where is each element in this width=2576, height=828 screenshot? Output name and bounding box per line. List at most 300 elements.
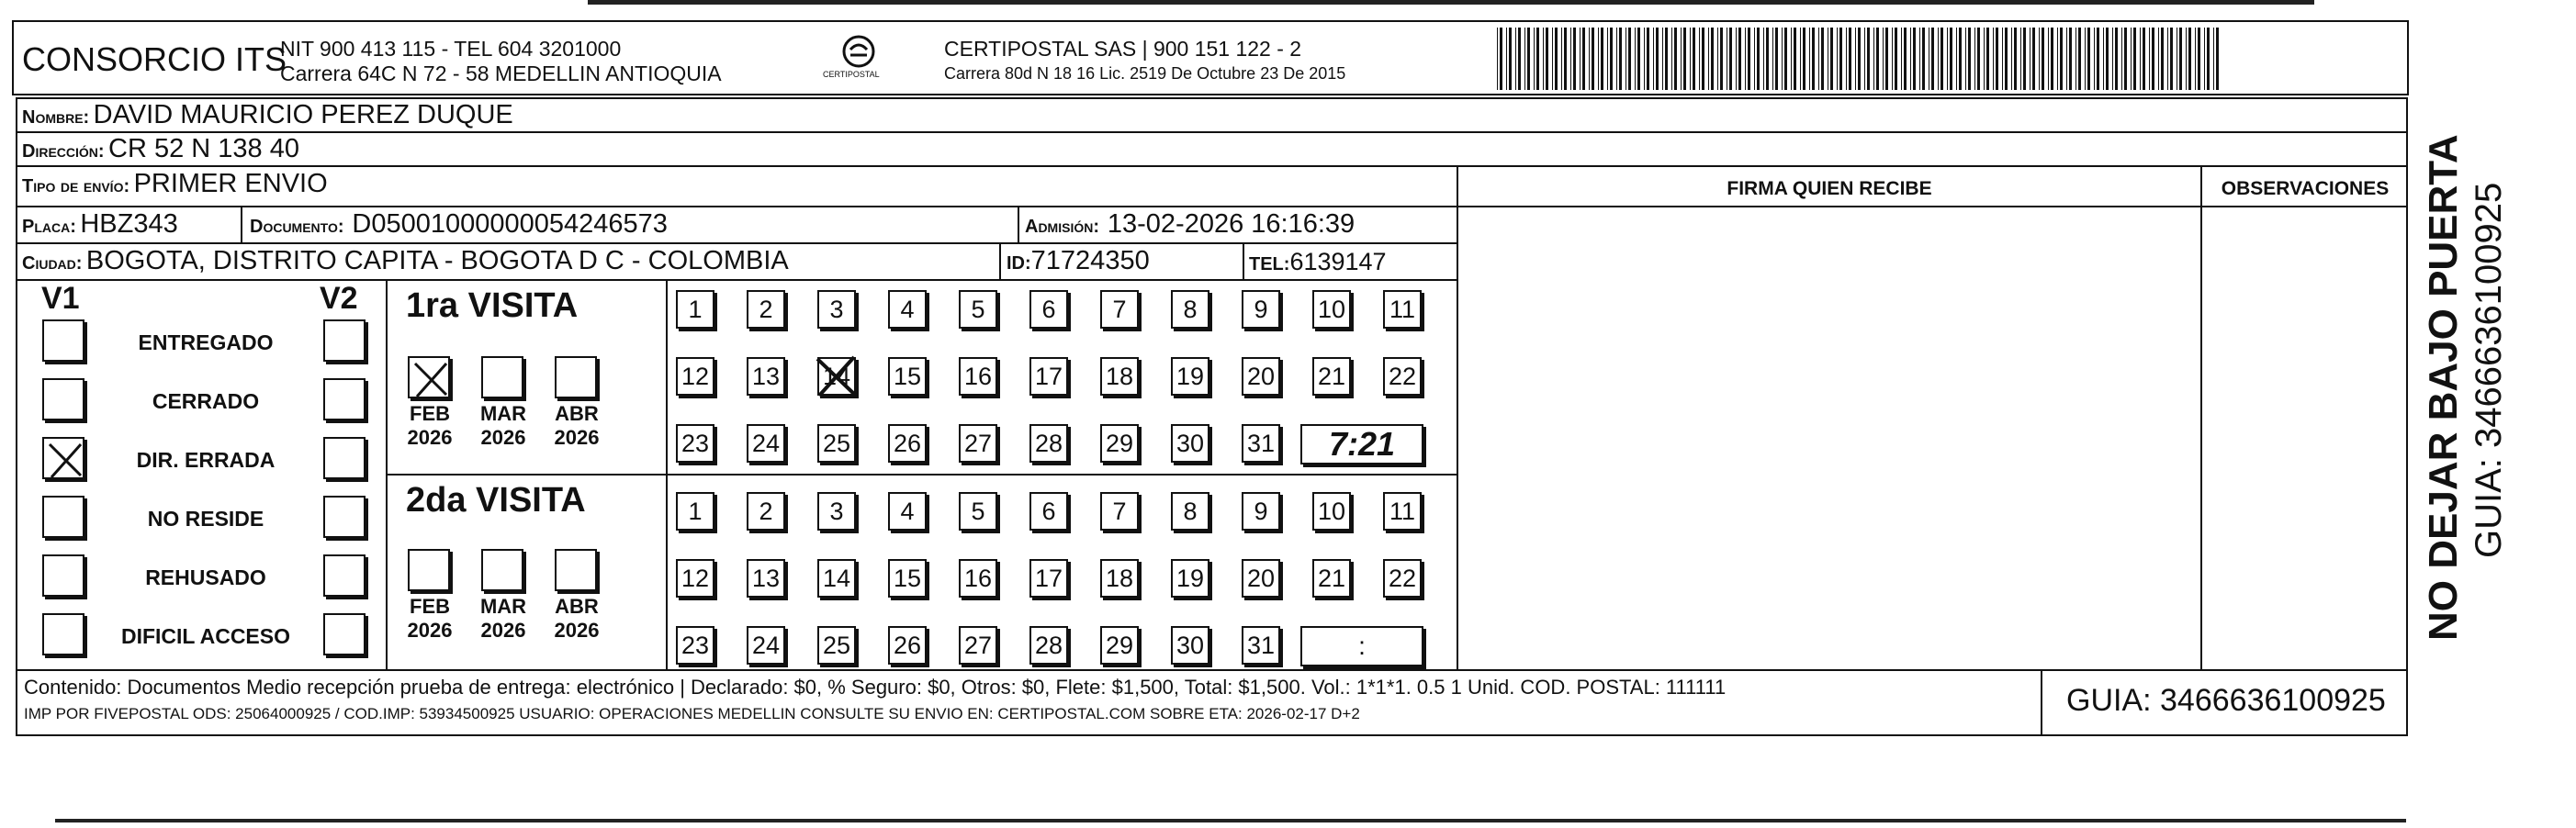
barcode-bar <box>1729 28 1732 90</box>
barcode-bar <box>1690 28 1691 90</box>
barcode-bar <box>2106 28 2109 90</box>
second-day-28[interactable]: 28 <box>1029 626 1068 665</box>
barcode-bar <box>2085 28 2086 90</box>
v2-checkbox[interactable] <box>323 554 366 597</box>
barcode-bar <box>1546 28 1548 90</box>
barcode-bar <box>1598 28 1599 90</box>
barcode-bar <box>1662 28 1663 90</box>
logo-icon <box>817 33 900 88</box>
barcode-bar <box>1858 28 1861 90</box>
status-label: DIR. ERRADA <box>136 448 276 472</box>
admision-row <box>1025 209 1355 240</box>
direccion-row <box>22 134 299 164</box>
barcode-bar <box>2115 28 2118 90</box>
first-day-7[interactable]: 7 <box>1100 290 1139 329</box>
second-day-13[interactable]: 13 <box>747 559 785 598</box>
first-time-field[interactable]: 7:21 <box>1300 424 1423 464</box>
barcode-bar <box>1637 28 1640 90</box>
first-day-19[interactable]: 19 <box>1171 357 1209 396</box>
barcode-bar <box>2020 28 2021 90</box>
documento-row <box>250 209 668 240</box>
first-month-checkbox[interactable] <box>555 356 597 398</box>
observaciones-label: OBSERVACIONES <box>2221 178 2390 199</box>
barcode-bar <box>2149 28 2150 90</box>
barcode-bar <box>1959 28 1962 90</box>
second-time-field[interactable]: : <box>1300 626 1423 666</box>
barcode-bar <box>2014 28 2017 90</box>
first-year-label: 2026 <box>554 426 600 449</box>
barcode-bar <box>1582 28 1585 90</box>
barcode-bar <box>1681 28 1682 90</box>
barcode <box>1497 28 2232 90</box>
tel-row <box>1249 248 1387 276</box>
barcode-bar <box>1500 28 1502 90</box>
barcode-bar <box>1803 28 1805 90</box>
barcode-bar <box>1561 28 1562 90</box>
second-day-30[interactable]: 30 <box>1171 626 1209 665</box>
col-line <box>2200 165 2202 669</box>
barcode-bar <box>1693 28 1695 90</box>
barcode-bar <box>1867 28 1870 90</box>
second-day-8[interactable]: 8 <box>1171 492 1209 531</box>
barcode-bar <box>1839 28 1842 90</box>
barcode-bar <box>1809 28 1810 90</box>
barcode-bar <box>1628 28 1631 90</box>
barcode-bar <box>2112 28 2113 90</box>
carrier-address: Carrera 80d N 18 16 Lic. 2519 De Octubre 23 De 2015 <box>944 64 1346 83</box>
v2-checkbox[interactable] <box>323 378 366 420</box>
second-day-17[interactable]: 17 <box>1029 559 1068 598</box>
col-line <box>999 242 1001 279</box>
barcode-bar <box>1901 28 1902 90</box>
first-day-8[interactable]: 8 <box>1171 290 1209 329</box>
barcode-bar <box>1763 28 1764 90</box>
barcode-bar <box>2207 28 2210 90</box>
barcode-bar <box>1757 28 1760 90</box>
col-line <box>1018 206 1019 242</box>
barcode-bar <box>2087 28 2090 90</box>
first-month-checkbox[interactable] <box>481 356 523 398</box>
barcode-bar <box>2179 28 2182 90</box>
first-year-label: 2026 <box>407 426 453 449</box>
v2-checkbox[interactable] <box>323 496 366 538</box>
firma-label: FIRMA QUIEN RECIBE <box>1727 178 1932 199</box>
barcode-bar <box>1996 28 1998 90</box>
tipo-row <box>22 169 328 199</box>
barcode-bar <box>1754 28 1755 90</box>
tel-value: 6139147 <box>1289 248 1387 275</box>
second-day-7[interactable]: 7 <box>1100 492 1139 531</box>
barcode-bar <box>2048 28 2049 90</box>
first-day-15[interactable]: 15 <box>888 357 927 396</box>
barcode-bar <box>2023 28 2026 90</box>
barcode-bar <box>1745 28 1746 90</box>
second-day-18[interactable]: 18 <box>1100 559 1139 598</box>
barcode-bar <box>1931 28 1934 90</box>
barcode-bar <box>1524 28 1525 90</box>
first-day-23[interactable]: 23 <box>676 424 714 463</box>
second-day-3[interactable]: 3 <box>817 492 856 531</box>
col-line <box>1243 242 1244 279</box>
nombre-row <box>22 100 513 130</box>
id-row <box>1007 246 1150 276</box>
v1-checkbox[interactable] <box>42 319 84 362</box>
barcode-bar <box>1984 28 1985 90</box>
address-line: Carrera 64C N 72 - 58 MEDELLIN ANTIOQUIA <box>280 62 722 85</box>
barcode-bar <box>1849 28 1851 90</box>
second-month-checkbox[interactable] <box>408 549 450 591</box>
barcode-bar <box>1873 28 1874 90</box>
company-name: CONSORCIO ITS <box>22 40 287 78</box>
barcode-bar <box>2170 28 2173 90</box>
second-day-5[interactable]: 5 <box>959 492 997 531</box>
barcode-bar <box>1518 28 1521 90</box>
barcode-bar <box>1555 28 1558 90</box>
v2-checkbox[interactable] <box>323 613 366 655</box>
barcode-bar <box>1543 28 1544 90</box>
barcode-bar <box>1711 28 1714 90</box>
first-day-1[interactable]: 1 <box>676 290 714 329</box>
col-line <box>1457 165 1458 669</box>
no-dejar-text: NO DEJAR BAJO PUERTA <box>2421 134 2466 641</box>
top-edge <box>588 0 2314 5</box>
v1-checkbox[interactable] <box>42 496 84 538</box>
barcode-bar <box>1515 28 1516 90</box>
barcode-bar <box>1876 28 1879 90</box>
barcode-bar <box>2143 28 2145 90</box>
barcode-bar <box>1527 28 1530 90</box>
col-line <box>241 206 242 242</box>
contenido-text: Contenido: Documentos Medio recepción prueba de entrega: electrónico | Declarado: $0, % Seguro: $0, Otros: $0, Flete: $1,500, Total: $1,500. Vol.: 1*1*1. 0.5 1 Unid. COD. POSTAL: 111111 <box>24 676 1727 699</box>
barcode-bar <box>2161 28 2164 90</box>
barcode-bar <box>1837 28 1838 90</box>
barcode-bar <box>1607 28 1608 90</box>
barcode-bar <box>2002 28 2003 90</box>
barcode-bar <box>2140 28 2141 90</box>
barcode-bar <box>1940 28 1943 90</box>
first-day-21[interactable]: 21 <box>1312 357 1351 396</box>
first-day-30[interactable]: 30 <box>1171 424 1209 463</box>
barcode-bar <box>1784 28 1787 90</box>
barcode-bar <box>1965 28 1966 90</box>
barcode-bar <box>1977 28 1980 90</box>
barcode-bar <box>1766 28 1769 90</box>
direccion-label: Dirección: <box>22 141 105 162</box>
second-day-25[interactable]: 25 <box>817 626 856 665</box>
second-day-4[interactable]: 4 <box>888 492 927 531</box>
barcode-bar <box>1830 28 1833 90</box>
barcode-bar <box>2198 28 2200 90</box>
barcode-bar <box>2188 28 2191 90</box>
barcode-bar <box>1904 28 1907 90</box>
barcode-bar <box>2133 28 2136 90</box>
tel-label: TEL: <box>1249 254 1290 274</box>
first-month-label: ABR <box>555 402 599 425</box>
barcode-bar <box>1748 28 1750 90</box>
ciudad-value: BOGOTA, DISTRITO CAPITA - BOGOTA D C - COLOMBIA <box>85 246 789 275</box>
barcode-bar <box>1800 28 1801 90</box>
barcode-bar <box>1589 28 1590 90</box>
barcode-bar <box>1570 28 1571 90</box>
barcode-bar <box>1671 28 1672 90</box>
barcode-bar <box>2186 28 2187 90</box>
second-day-21[interactable]: 21 <box>1312 559 1351 598</box>
first-day-20[interactable]: 20 <box>1242 357 1280 396</box>
barcode-bar <box>2216 28 2219 90</box>
first-day-28[interactable]: 28 <box>1029 424 1068 463</box>
second-day-2[interactable]: 2 <box>747 492 785 531</box>
first-day-29[interactable]: 29 <box>1100 424 1139 463</box>
first-day-5[interactable]: 5 <box>959 290 997 329</box>
second-month-checkbox[interactable] <box>481 549 523 591</box>
barcode-bar <box>1601 28 1603 90</box>
bottom-edge <box>55 819 2406 822</box>
carrier-line: CERTIPOSTAL SAS | 900 151 122 - 2 <box>944 37 1302 61</box>
barcode-bar <box>1993 28 1994 90</box>
barcode-bar <box>2051 28 2053 90</box>
first-month-label: FEB <box>410 402 450 425</box>
barcode-bar <box>1974 28 1975 90</box>
barcode-bar <box>1647 28 1649 90</box>
row-line <box>16 131 2408 133</box>
second-day-15[interactable]: 15 <box>888 559 927 598</box>
barcode-bar <box>1846 28 1847 90</box>
barcode-bar <box>1986 28 1989 90</box>
first-day-16[interactable]: 16 <box>959 357 997 396</box>
second-day-1[interactable]: 1 <box>676 492 714 531</box>
row-line <box>16 669 2408 671</box>
barcode-bar <box>1938 28 1939 90</box>
side-guia-text: GUIA: 3466636100925 <box>2469 182 2509 558</box>
first-month-checkbox[interactable] <box>408 356 450 398</box>
second-day-11[interactable]: 11 <box>1383 492 1422 531</box>
placa-label: Placa: <box>22 217 76 237</box>
second-visit-label: 2da VISITA <box>406 481 586 520</box>
barcode-bar <box>1738 28 1741 90</box>
second-month-label: ABR <box>555 595 599 618</box>
barcode-bar <box>1564 28 1567 90</box>
first-day-25[interactable]: 25 <box>817 424 856 463</box>
barcode-bar <box>1644 28 1645 90</box>
status-label: ENTREGADO <box>138 330 274 354</box>
barcode-bar <box>1708 28 1709 90</box>
imp-text: IMP POR FIVEPOSTAL ODS: 25064000925 / COD.IMP: 53934500925 USUARIO: OPERACIONES MEDELLIN CONSULTE SU ENVIO EN: CERTIPOSTAL.COM SOBRE ETA: 2026-02-17 D+2 <box>24 705 1360 722</box>
barcode-bar <box>2057 28 2058 90</box>
direccion-value: CR 52 N 138 40 <box>108 134 299 163</box>
barcode-bar <box>1592 28 1594 90</box>
second-day-22[interactable]: 22 <box>1383 559 1422 598</box>
first-day-10[interactable]: 10 <box>1312 290 1351 329</box>
barcode-bar <box>1702 28 1704 90</box>
v2-label: V2 <box>320 281 358 316</box>
barcode-bar <box>2213 28 2214 90</box>
first-day-27[interactable]: 27 <box>959 424 997 463</box>
second-day-6[interactable]: 6 <box>1029 492 1068 531</box>
second-year-label: 2026 <box>407 619 453 642</box>
barcode-bar <box>1956 28 1957 90</box>
first-day-13[interactable]: 13 <box>747 357 785 396</box>
first-day-6[interactable]: 6 <box>1029 290 1068 329</box>
first-day-4[interactable]: 4 <box>888 290 927 329</box>
first-day-22[interactable]: 22 <box>1383 357 1422 396</box>
col-line <box>2041 669 2042 736</box>
barcode-bar <box>2121 28 2122 90</box>
second-day-29[interactable]: 29 <box>1100 626 1139 665</box>
admision-value: 13-02-2026 16:16:39 <box>1107 209 1355 239</box>
barcode-bar <box>1919 28 1920 90</box>
first-day-14[interactable]: 14 <box>817 357 856 396</box>
row-line <box>1457 206 2408 207</box>
first-visit-label: 1ra VISITA <box>406 286 579 325</box>
second-day-31[interactable]: 31 <box>1242 626 1280 665</box>
barcode-bar <box>1536 28 1539 90</box>
documento-value: D05001000000054246573 <box>352 209 668 239</box>
placa-value: HBZ343 <box>80 209 178 239</box>
barcode-bar <box>2167 28 2168 90</box>
barcode-bar <box>2075 28 2076 90</box>
barcode-bar <box>2078 28 2081 90</box>
barcode-bar <box>1947 28 1948 90</box>
ciudad-label: Ciudad: <box>22 253 83 274</box>
second-day-26[interactable]: 26 <box>888 626 927 665</box>
first-day-17[interactable]: 17 <box>1029 357 1068 396</box>
barcode-bar <box>2103 28 2104 90</box>
second-day-12[interactable]: 12 <box>676 559 714 598</box>
check-mark-icon <box>44 439 86 481</box>
barcode-bar <box>2158 28 2159 90</box>
barcode-bar <box>1506 28 1507 90</box>
first-day-2[interactable]: 2 <box>747 290 785 329</box>
row-line <box>16 242 1457 244</box>
id-label: ID: <box>1007 253 1031 274</box>
barcode-bar <box>1968 28 1971 90</box>
v1-label: V1 <box>41 281 80 316</box>
first-day-24[interactable]: 24 <box>747 424 785 463</box>
status-label: CERRADO <box>152 389 260 413</box>
barcode-bar <box>1864 28 1865 90</box>
barcode-bar <box>1855 28 1856 90</box>
barcode-bar <box>1736 28 1737 90</box>
barcode-bar <box>1720 28 1723 90</box>
barcode-bar <box>2005 28 2008 90</box>
second-day-14[interactable]: 14 <box>817 559 856 598</box>
tipo-label: Tipo de envío: <box>22 176 130 196</box>
first-day-26[interactable]: 26 <box>888 424 927 463</box>
certipostal-logo <box>817 33 900 88</box>
logo-text: CERTIPOSTAL <box>823 70 880 79</box>
barcode-bar <box>1913 28 1916 90</box>
barcode-bar <box>1895 28 1897 90</box>
barcode-bar <box>2131 28 2132 90</box>
row-line <box>16 279 1457 281</box>
v2-checkbox[interactable] <box>323 319 366 362</box>
barcode-bar <box>1625 28 1626 90</box>
second-day-24[interactable]: 24 <box>747 626 785 665</box>
barcode-bar <box>1821 28 1824 90</box>
v1-checkbox[interactable] <box>42 378 84 420</box>
second-day-27[interactable]: 27 <box>959 626 997 665</box>
barcode-bar <box>1552 28 1553 90</box>
second-day-19[interactable]: 19 <box>1171 559 1209 598</box>
barcode-bar <box>1616 28 1617 90</box>
v1-checkbox[interactable] <box>42 613 84 655</box>
second-month-label: FEB <box>410 595 450 618</box>
barcode-bar <box>1717 28 1718 90</box>
barcode-bar <box>1699 28 1700 90</box>
first-day-3[interactable]: 3 <box>817 290 856 329</box>
barcode-bar <box>1619 28 1622 90</box>
second-year-label: 2026 <box>554 619 600 642</box>
second-day-16[interactable]: 16 <box>959 559 997 598</box>
id-value: 71724350 <box>1030 246 1150 275</box>
second-day-20[interactable]: 20 <box>1242 559 1280 598</box>
barcode-bar <box>1922 28 1925 90</box>
first-day-18[interactable]: 18 <box>1100 357 1139 396</box>
tipo-value: PRIMER ENVIO <box>133 169 328 198</box>
barcode-bar <box>2097 28 2099 90</box>
barcode-bar <box>1610 28 1613 90</box>
nombre-value: DAVID MAURICIO PEREZ DUQUE <box>93 100 513 129</box>
admision-label: Admisión: <box>1025 217 1099 237</box>
row-line <box>16 165 2408 167</box>
v1-checkbox[interactable] <box>42 437 84 479</box>
v1-checkbox[interactable] <box>42 554 84 597</box>
v2-checkbox[interactable] <box>323 437 366 479</box>
barcode-bar <box>1665 28 1668 90</box>
first-day-12[interactable]: 12 <box>676 357 714 396</box>
barcode-bar <box>2069 28 2072 90</box>
barcode-bar <box>1683 28 1686 90</box>
barcode-bar <box>2060 28 2063 90</box>
second-day-23[interactable]: 23 <box>676 626 714 665</box>
barcode-bar <box>1772 28 1773 90</box>
barcode-bar <box>2066 28 2067 90</box>
barcode-bar <box>1950 28 1952 90</box>
second-month-checkbox[interactable] <box>555 549 597 591</box>
placa-row <box>22 209 178 240</box>
barcode-bar <box>1656 28 1659 90</box>
barcode-bar <box>1885 28 1888 90</box>
barcode-bar <box>1635 28 1636 90</box>
second-day-10[interactable]: 10 <box>1312 492 1351 531</box>
barcode-bar <box>1910 28 1911 90</box>
barcode-bar <box>1818 28 1819 90</box>
first-year-label: 2026 <box>480 426 526 449</box>
first-day-31[interactable]: 31 <box>1242 424 1280 463</box>
barcode-bar <box>1883 28 1884 90</box>
ciudad-row <box>22 246 789 276</box>
barcode-bar <box>1674 28 1677 90</box>
barcode-bar <box>1794 28 1796 90</box>
first-day-11[interactable]: 11 <box>1383 290 1422 329</box>
status-label: NO RESIDE <box>147 507 264 531</box>
barcode-bar <box>1509 28 1512 90</box>
barcode-bar <box>1775 28 1778 90</box>
status-label: REHUSADO <box>145 565 266 589</box>
first-day-cross-icon <box>814 353 860 399</box>
second-month-label: MAR <box>479 595 527 618</box>
barcode-bar <box>1497 28 1498 90</box>
barcode-bar <box>2042 28 2044 90</box>
barcode-bar <box>2152 28 2154 90</box>
barcode-bar <box>1791 28 1792 90</box>
first-month-label: MAR <box>479 402 527 425</box>
barcode-bar <box>2032 28 2035 90</box>
barcode-bar <box>1653 28 1654 90</box>
barcode-bar <box>1534 28 1535 90</box>
first-day-9[interactable]: 9 <box>1242 290 1280 329</box>
second-day-9[interactable]: 9 <box>1242 492 1280 531</box>
